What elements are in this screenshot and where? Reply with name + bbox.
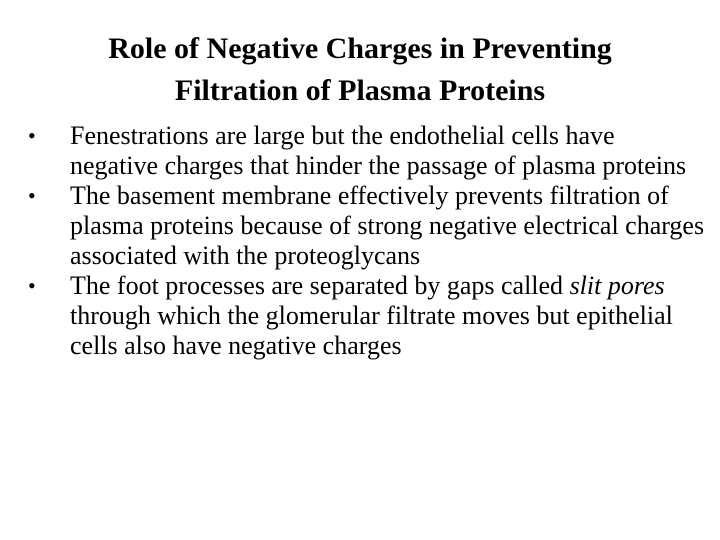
bullet-text-before: The foot processes are separated by gaps called (70, 271, 564, 300)
bullet-item (28, 181, 708, 271)
bullet-dot-icon: • (28, 273, 36, 298)
bullet-text: Fenestrations are large but the endothelial cells have negative charges that hinder the passage of plasma proteins (70, 121, 687, 180)
slide-title (0, 28, 720, 112)
title-line-2: Filtration of Plasma Proteins (174, 74, 546, 107)
bullet-dot-icon: • (28, 183, 36, 208)
title-line-1: Role of Negative Charges in Preventing (108, 32, 612, 65)
bullet-item (28, 271, 708, 361)
bullet-text: The basement membrane effectively prevents filtration of plasma proteins because of strong negative electrical charges associated with the proteoglycans (70, 181, 705, 270)
bullet-list (28, 121, 708, 361)
bullet-text-after: through which the glomerular filtrate moves but epithelial cells also have negative charges (70, 301, 673, 360)
bullet-item (28, 121, 708, 181)
bullet-dot-icon: • (28, 123, 36, 148)
bullet-text-italic: slit pores (569, 271, 665, 300)
